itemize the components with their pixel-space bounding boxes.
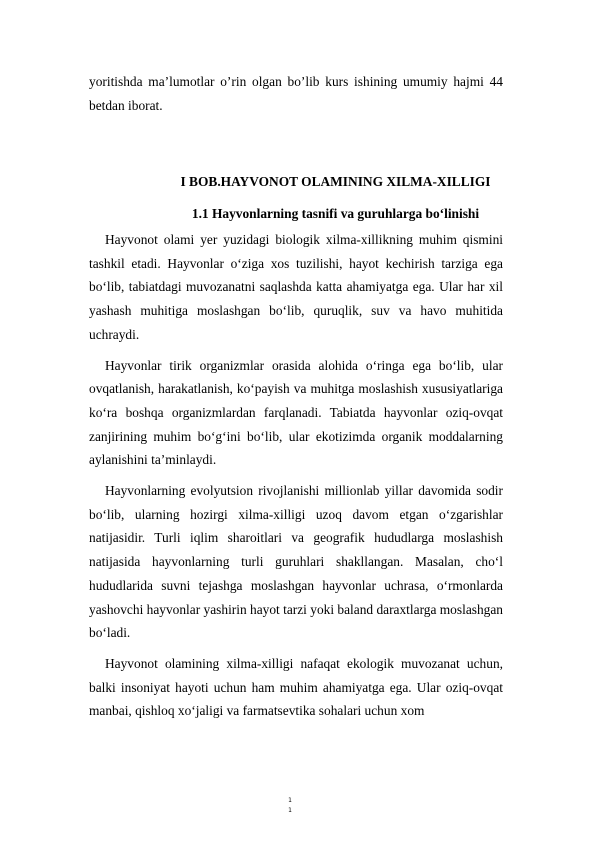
intro-paragraph: yoritishda ma’lumotlar o’rin olgan bo’lib kurs ishining umumiy hajmi 44 betdan iborat. [89, 74, 503, 113]
page-number: 1 [288, 807, 292, 814]
page-number: 1 [288, 797, 292, 804]
paragraph: Hayvonot olami yer yuzidagi biologik xilma-xillikning muhim qismini tashkil etadi. Hayvonlar o‘ziga xos tuzilishi, hayot kechirish tarziga ega bo‘lib, tabiatdagi muvozanatni saqlashda katta ahamiyatga ega. Ular har xil yashash muhitiga moslashgan bo‘lib, quruqlik, suv va havo muhitida uchraydi. [89, 232, 503, 342]
section-heading: 1.1 Hayvonlarning tasnifi va guruhlarga bo‘linishi [191, 206, 480, 221]
paragraph: Hayvonlar tirik organizmlar orasida alohida o‘ringa ega bo‘lib, ular ovqatlanish, harakatlanish, ko‘payish va muhitga moslashish xususiyatlariga ko‘ra boshqa organizmlardan farqlanadi. Tabiatda hayvonlar oziq-ovqat zanjirining muhim bo‘g‘ini bo‘lib, ular ekotizimda organik moddalarning aylanishini ta’minlaydi. [89, 357, 503, 468]
chapter-heading: I BOB.HAYVONOT OLAMINING XILMA-XILLIGI [180, 174, 491, 189]
body-text [89, 228, 503, 730]
paragraph: Hayvonlarning evolyutsion rivojlanishi millionlab yillar davomida sodir bo‘lib, ularning hozirgi xilma-xilligi uzoq davom etgan o‘zgarishlar natijasidir. Turli iqlim sharoitlari va geografik hududlarga moslashish natijasida hayvonlarning turli guruhlari shakllangan. Masalan, cho‘l hududlarida suvni tejashga moslashgan hayvonlar uchrasa, o‘rmonlarda yashovchi hayvonlar yashirin hayot tarzi yoki baland daraxtlarga moslashgan bo‘ladi. [89, 483, 503, 641]
paragraph: Hayvonot olamining xilma-xilligi nafaqat ekologik muvozanat uchun, balki insoniyat hayoti uchun ham muhim ahamiyatga ega. Ular oziq-ovqat manbai, qishloq xo‘jaligi va farmatsevtika sohalari uchun xom [89, 655, 503, 719]
